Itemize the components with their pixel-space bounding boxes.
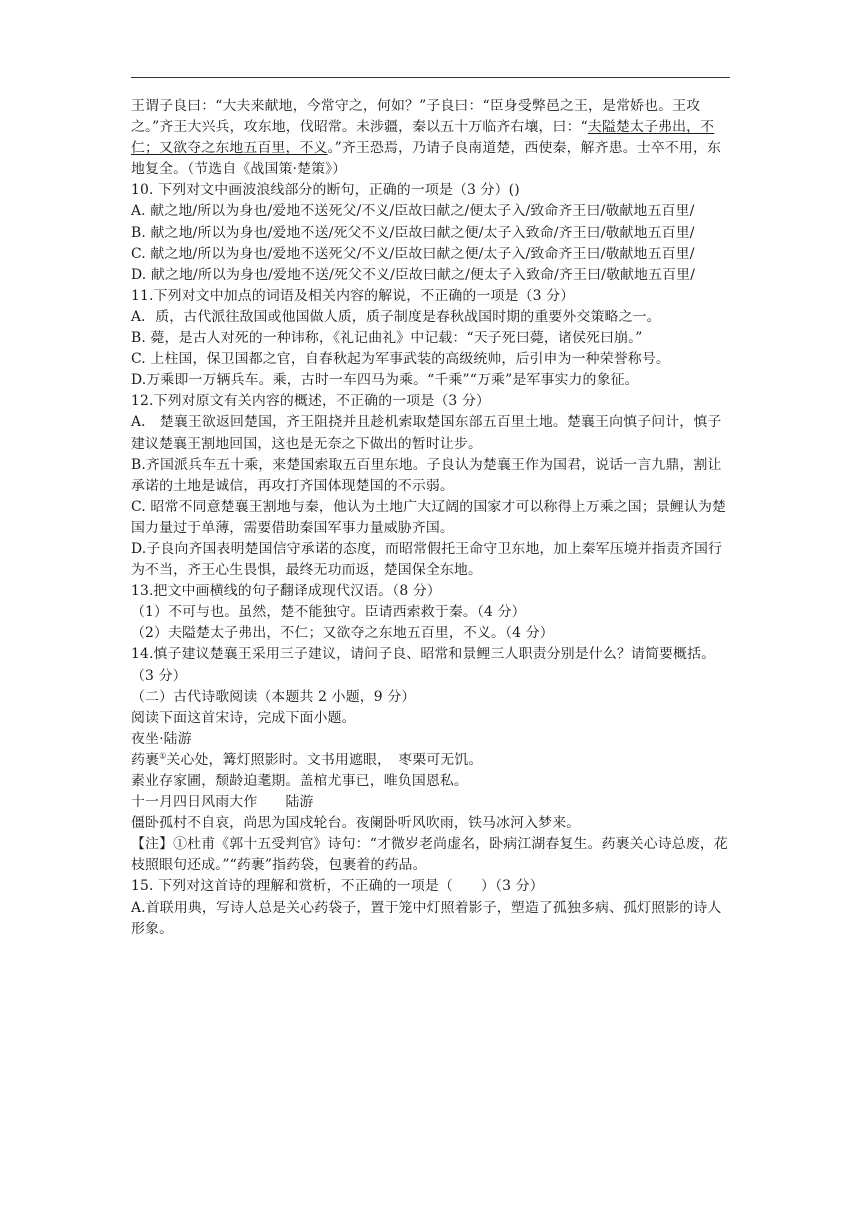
- question-10-option-a: A. 献之地/所以为身也/爱地不送死父/不义/臣故曰献之/便太子入/致命齐王曰/敬献地五百里/: [131, 203, 695, 220]
- question-11-option-b: B. 薨，是古人对死的一种讳称，《礼记曲礼》中记载：“天子死曰薨，诸侯死曰崩。”: [131, 330, 643, 347]
- annotation-note: [131, 834, 731, 876]
- section-heading: （二）古代诗歌阅读（本题共 2 小题，9 分）: [131, 688, 416, 705]
- document-body: [131, 96, 731, 940]
- underlined-sentence: 夫隘楚太子弗出，不仁；又欲夺之东地五百里，不义: [131, 119, 715, 157]
- poem-1-line-1-rest: 关心处，篝灯照影时。文书用遮眼， 枣栗可无饥。: [166, 751, 483, 768]
- footnote-marker: ①: [159, 751, 167, 761]
- poem-2-line-1: 僵卧孤村不自哀，尚思为国戍轮台。夜阑卧听风吹雨，铁马冰河入梦来。: [131, 815, 581, 832]
- question-12-option-d: D.子良向齐国表明楚国信守承诺的态度，而昭常假托王命守卫东地，加上秦军压境并指责齐国行为不当，齐王心生畏惧，最终无功而返，楚国保全东地。: [131, 540, 723, 579]
- question-12-option-a: A． 楚襄王欲返回楚国，齐王阻挠并且趁机索取楚国东部五百里土地。楚襄王向慎子问计，慎子建议楚襄王割地回国，这也是无奈之下做出的暂时让步。: [131, 414, 722, 452]
- question-14-stem: 14.慎子建议楚襄王采用三子建议，请问子良、昭常和景鲤三人职责分别是什么？请简要概括。（3 分）: [131, 646, 716, 684]
- question-15-stem: 15. 下列对这首诗的理解和赏析，不正确的一项是（ ）（3 分）: [131, 878, 544, 895]
- poem-1-line-1-start: 药裹: [131, 751, 160, 768]
- poem-1-title: 夜坐·陆游: [131, 730, 192, 747]
- question-13-stem: 13.把文中画横线的句子翻译成现代汉语。（8 分）: [131, 583, 441, 600]
- question-10-option-d: D. 献之地/所以为身也/爱地不送/死父不义/臣故曰献之/便太子入致命/齐王曰/敬献地五百里/: [131, 266, 696, 283]
- question-10-stem: 10. 下列对文中画波浪线部分的断句，正确的一项是（3 分）(): [131, 182, 520, 199]
- note-label: 【注】: [131, 836, 174, 853]
- section-instruction: 阅读下面这首宋诗，完成下面小题。: [131, 709, 356, 726]
- passage-text: 王谓子良曰：“大夫来献地，今常守之，何如？”子良曰：“臣身受弊邑之王，是常娇也。王攻之。”齐王大兴兵，攻东地，伐昭常。未涉疆，秦以五十万临齐右壤，曰：“: [131, 98, 701, 136]
- question-11-option-a: A．质，古代派往敌国或他国做人质，质子制度是春秋战国时期的重要外交策略之一。: [131, 308, 661, 325]
- question-13-item-1: （1）不可与也。虽然，楚不能独守。臣请西索救于秦。（4 分）: [131, 604, 526, 621]
- passage-paragraph: [131, 96, 731, 180]
- question-15-option-a: A.首联用典，写诗人总是关心药袋子，置于笼中灯照着影子，塑造了孤独多病、孤灯照影的诗人形象。: [131, 899, 722, 937]
- question-11-stem: 11.下列对文中加点的词语及相关内容的解说，不正确的一项是（3 分）: [131, 287, 575, 304]
- question-11-option-c: C. 上柱国，保卫国都之官，自春秋起为军事武装的高级统帅，后引申为一种荣誉称号。: [131, 351, 670, 368]
- question-12-stem: 12.下列对原文有关内容的概述，不正确的一项是（3 分）: [131, 393, 491, 410]
- passage-text-end: 。”齐王恐焉，乃请子良南道楚，西使秦，解齐患。士卒不用，东地复全。（节选自《战国策·楚策》）: [131, 140, 722, 178]
- question-13-item-2: （2）夫隘楚太子弗出，不仁；又欲夺之东地五百里，不义。（4 分）: [131, 625, 554, 642]
- header-rule: [131, 77, 730, 78]
- poem-2-title: 十一月四日风雨大作 陆游: [131, 794, 314, 811]
- question-12-option-b: B.齐国派兵车五十乘，来楚国索取五百里东地。子良认为楚襄王作为国君，说话一言九鼎，割让承诺的土地是诚信，再攻打齐国体现楚国的不示弱。: [131, 456, 722, 494]
- question-12-option-c: C. 昭常不同意楚襄王割地与秦，他认为土地广大辽阔的国家才可以称得上万乘之国；景鲤认为楚国力量过于单薄，需要借助秦国军事力量威胁齐国。: [131, 498, 727, 536]
- poem-1-line-2: 素业存家圃，颓龄迫耄期。盖棺尤事已，唯负国恩私。: [131, 773, 468, 789]
- poem-1-line-1: [131, 750, 731, 771]
- note-text: ①杜甫《郭十五受判官》诗句：“才微岁老尚虚名，卧病江湖春复生。药裹关心诗总废，花枝照眼句还成。”“药裹”指药袋，包裹着的药品。: [131, 836, 728, 874]
- question-10-option-b: B. 献之地/所以为身也/爱地不送/死父不义/臣故曰献之便/太子入致命/齐王曰/敬献地五百里/: [131, 224, 695, 241]
- question-10-option-c: C. 献之地/所以为身也/爱地不送死父/不义/臣故曰献之便/太子入/致命齐王曰/敬献地五百里/: [131, 245, 695, 262]
- question-11-option-d: D.万乘即一万辆兵车。乘，古时一车四马为乘。“千乘”“万乘”是军事实力的象征。: [131, 372, 639, 389]
